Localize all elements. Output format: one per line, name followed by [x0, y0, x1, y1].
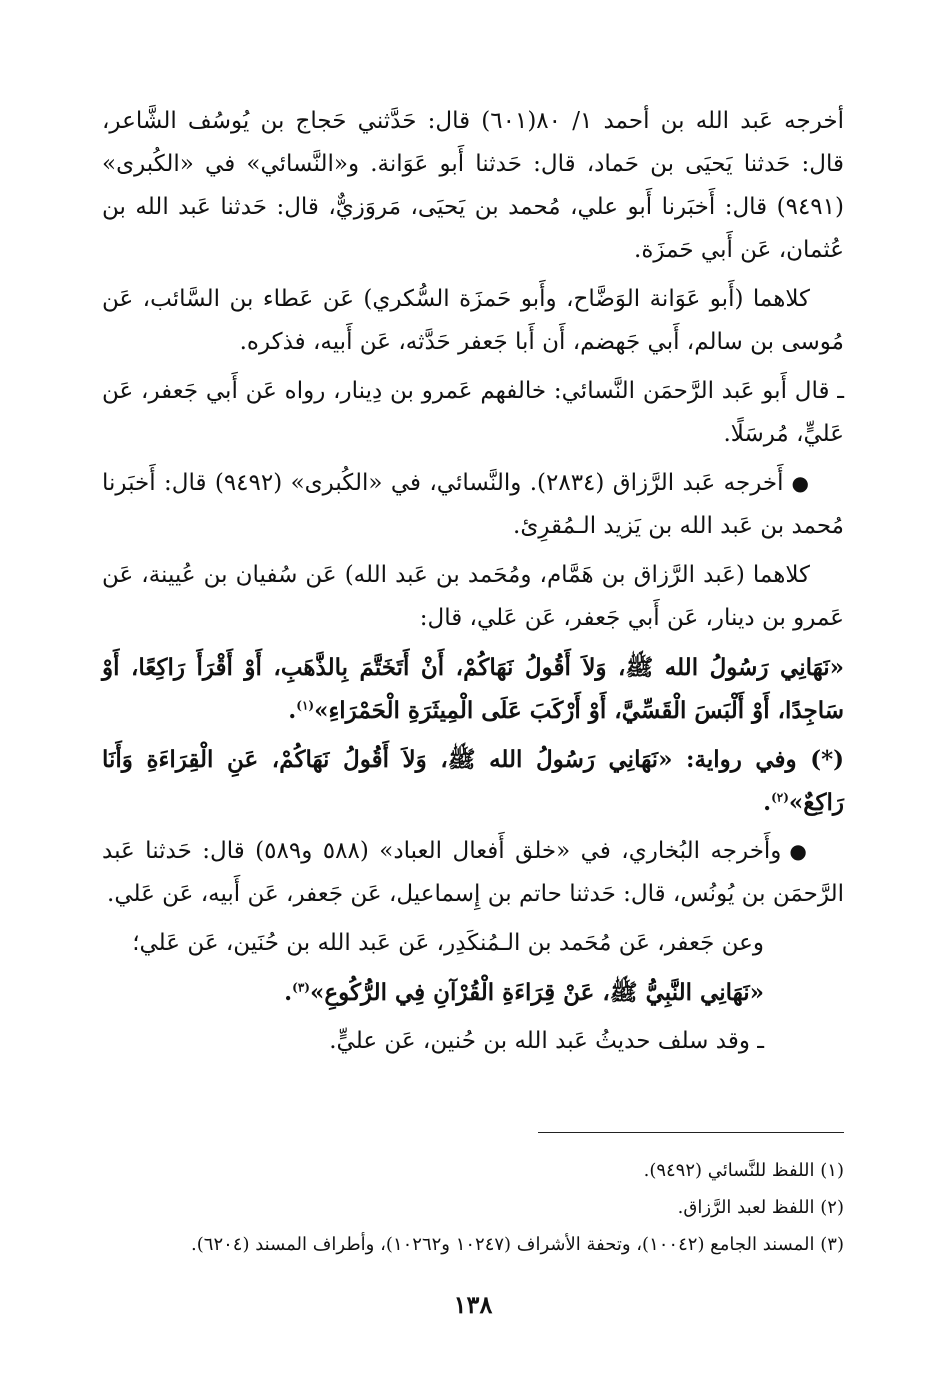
footnote-divider	[538, 1132, 844, 1133]
bullet-icon: ●	[789, 839, 811, 863]
footnotes	[102, 1152, 844, 1263]
hadith-text: «نَهَانِي النَّبِيُّ ﷺ، عَنْ قِرَاءَةِ الْقُرْآنِ فِي الرُّكُوعِ»$^{(٣)}$.	[284, 979, 764, 1006]
paragraph: أخرجه عَبد الله بن أحمد ١/ ٨٠(٦٠١) قال: حَدَّثني حَجاج بن يُوسُف الشَّاعر، قال: حَدثنا يَحيَى بن حَماد، قال: حَدثنا أَبو عَوَانة. و«النَّسائي» في «الكُبرى» (٩٤٩١) قال: أَخبَرنا أَبو علي، مُحمد بن يَحيَى، مَروَزيٌّ، قال: حَدثنا عَبد الله بن عُثمان، عَن أَبي حَمزَة.	[102, 108, 845, 263]
page-body	[102, 100, 844, 1069]
page-number: ١٣٨	[453, 1290, 493, 1319]
footnote-marker: (٢)	[771, 790, 789, 805]
paragraph: ـ وقد سلف حديثُ عَبد الله بن حُنين، عَن عليٍّ.	[329, 1028, 764, 1054]
paragraph: كلاهما (أَبو عَوَانة الوَضَّاح، وأَبو حَمزَة السُّكري) عَن عَطاء بن السَّائب، عَن مُوسى بن سالم، أَبي جَهضم، أَن أَبا جَعفر حَدَّثه، عَن أَبيه، فذكره.	[102, 286, 844, 355]
bullet-icon: ●	[791, 471, 811, 495]
paragraph: كلاهما (عَبد الرَّزاق بن هَمَّام، ومُحَمد بن عَبد الله) عَن سُفيان بن عُيينة، عَن عَمرو بن دينار، عَن أَبي جَعفر، عَن عَلي، قال:	[102, 562, 844, 631]
footnote: (٣) المسند الجامع (١٠٠٤٢)، وتحفة الأشراف (١٠٢٤٧ و١٠٢٦٢)، وأطراف المسند (٦٢٠٤).	[191, 1234, 844, 1255]
footnote: (١) اللفظ للنَّسائي (٩٤٩٢).	[643, 1160, 844, 1181]
paragraph: وعن جَعفر، عَن مُحَمد بن الـمُنكَدِر، عَن عَبد الله بن حُنَين، عَن عَلي؛	[132, 930, 764, 956]
hadith-variant: (*) وفي رواية: «نَهَانِي رَسُولُ الله ﷺ، وَلاَ أَقُولُ نَهَاكُمْ، عَنِ الْقِرَاءَةِ وَأَنَا رَاكِعٌ»$^{(٢)}$.	[102, 746, 844, 816]
paragraph: ●أَخرجه عَبد الرَّزاق (٢٨٣٤). والنَّسائي، في «الكُبرى» (٩٤٩٢) قال: أَخبَرنا مُحمد بن عَبد الله بن يَزيد الـمُقرِئ.	[102, 470, 844, 539]
footnote: (٢) اللفظ لعبد الرَّزاق.	[677, 1197, 844, 1218]
paragraph: ـ قال أَبو عَبد الرَّحمَن النَّسائي: خالفهم عَمرو بن دِينار، رواه عَن أَبي جَعفر، عَن عَليٍّ، مُرسَلًا.	[102, 378, 845, 447]
footnote-marker: (١)	[296, 698, 315, 713]
footnote-marker: (٣)	[292, 980, 310, 995]
hadith-text: «نَهَانِي رَسُولُ الله ﷺ، وَلاَ أَقُولُ نَهَاكُمْ، أَنْ أَتَخَتَّمَ بِالذَّهَبِ، أَوْ أَقْرَأَ رَاكِعًا، أَوْ سَاجِدًا، أَوْ أَلْبَسَ الْقَسِّيَّ، أَوْ أَرْكَبَ عَلَى الْمِيثَرَةِ الْحَمْرَاءِ»$^{(١)}$.	[102, 654, 844, 724]
paragraph: ●وأَخرجه البُخاري، في «خلق أَفعال العباد» (٥٨٨ و٥٨٩) قال: حَدثنا عَبد الرَّحمَن بن يُونُس، قال: حَدثنا حاتم بن إِسماعيل، عَن جَعفر، عَن أَبيه، عَن عَلي.	[102, 838, 844, 907]
